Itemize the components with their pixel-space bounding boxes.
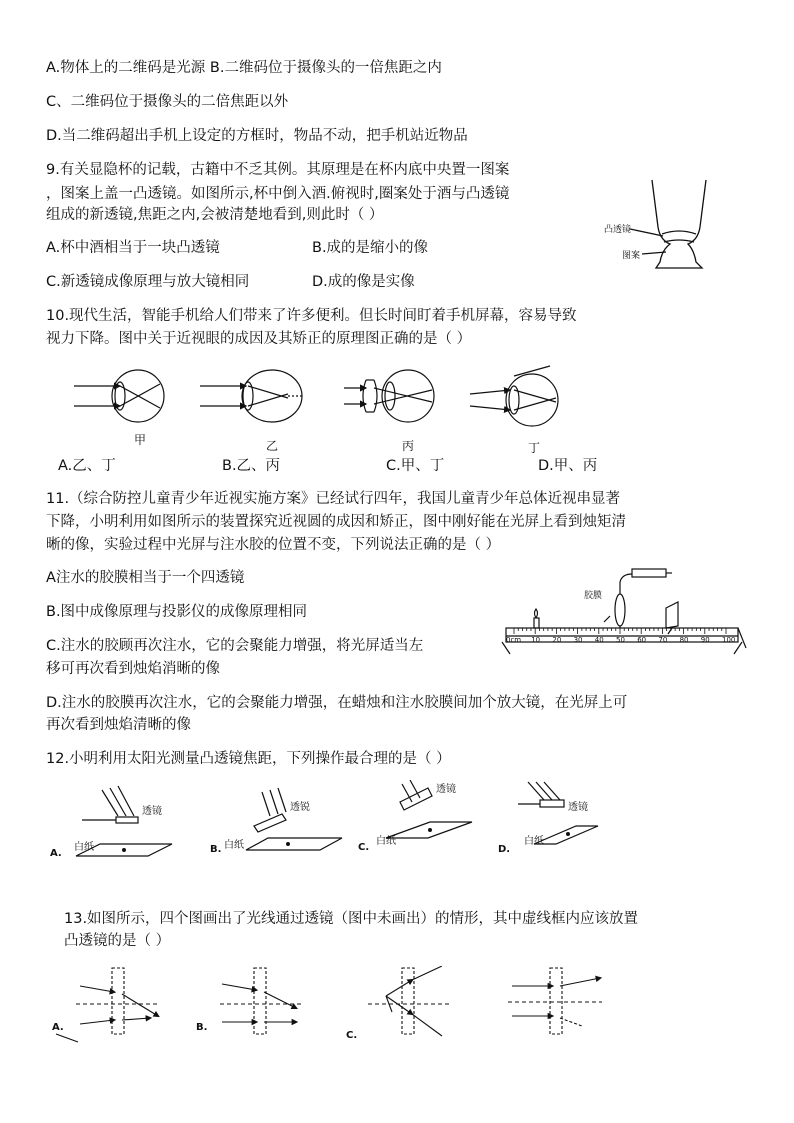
ruler-label: 100 [722,636,736,644]
q10-eye-diagrams [60,362,600,454]
q12-c-paper: 白纸 [376,836,396,847]
q11-optical-bench [500,566,755,662]
q9-option-d: D.成的像是实像 [312,274,415,290]
ruler-label: 70 [658,636,668,644]
q12-focal-figures [46,780,646,862]
q10-option-a: A.乙、丁 [58,458,116,474]
q11-option-a: A注水的胶膜相当于一个四透镜 [46,570,245,586]
q12-a-paper: 白纸 [74,842,94,853]
q8-option-c: C、二维码位于摄像头的二倍焦距以外 [46,94,289,110]
q12-fig-b [246,788,342,850]
q11-label-membrane: 胶膜 [584,591,603,601]
eye-jia [74,370,164,422]
eye-bing [344,370,434,422]
eye-label-bing: 丙 [402,439,415,453]
q13-fig-c [368,966,450,1036]
ruler-label: 60 [637,636,647,644]
eye-label-jia: 甲 [134,433,147,447]
q12-d-letter: D. [498,844,511,855]
q12-c-letter: C. [358,842,370,853]
q8-option-ab: A.物体上的二维码是光源 B.二维码位于摄像头的一倍焦距之内 [46,60,442,76]
q9-stem-line3: 组成的新透镜,焦距之内,会被清楚地看到,则此时（ ） [46,207,384,223]
q13-a-letter: A. [52,1022,64,1033]
q12-d-lens: 透镜 [568,802,588,813]
ruler-label: 80 [679,636,689,644]
q9-option-b: B.成的是缩小的像 [312,240,429,256]
q8-option-d: D.当二维码超出手机上设定的方框时，物品不动，把手机站近物品 [46,128,468,144]
q13-stem-line1: 13.如图所示，四个图画出了光线通过透镜（图中未画出）的情形，其中虚线框内应该放置 [64,911,639,927]
q12-b-letter: B. [210,844,222,855]
q11-option-d-line2: 再次看到烛焰清晰的像 [46,717,191,733]
q12-a-lens: 透镜 [142,806,162,817]
ruler-label: 0cm [506,636,522,644]
q9-cup-figure [600,172,730,277]
q12-fig-c [386,780,472,838]
q12-b-paper: 白纸 [224,840,244,851]
q9-stem-line2: ，图案上盖一凸透镜。如图所示,杯中倒入酒.俯视时,圈案处于酒与凸透镜 [46,186,510,202]
eye-label-yi: 乙 [266,439,279,453]
q11-option-c-line2: 移可再次看到烛焰消晰的像 [46,661,220,677]
q12-d-paper: 白纸 [524,836,544,847]
q12-b-lens: 透锐 [290,802,310,813]
q11-option-d-line1: D.注水的胶膜再次注水，它的会聚能力增强，在蜡烛和注水胶膜间加个放大镜，在光屏上可 [46,695,628,711]
ruler-label: 50 [616,636,625,644]
q11-stem-line3: 晰的像，实验过程中光屏与注水胶的位置不变，下列说法正确的是（ ） [46,537,501,553]
q13-b-letter: B. [196,1022,208,1033]
q12-stem: 12.小明利用太阳光测量凸透镜焦距，下列操作最合理的是（ ） [46,751,451,767]
q10-option-b: B.乙、丙 [222,458,281,474]
eye-ding [470,366,558,426]
ruler-label: 40 [594,636,604,644]
q13-ray-figures [50,966,610,1046]
q9-option-a: A.杯中酒相当于一块凸透镜 [46,240,220,256]
q13-c-letter: C. [346,1030,358,1041]
ruler-label: 90 [700,636,710,644]
q13-fig-b [220,968,302,1034]
eye-yi [200,370,302,422]
q12-a-letter: A. [50,848,62,859]
q13-stem-line2: 凸透镜的是（ ） [64,933,171,949]
q9-option-c: C.新透镜成像原理与放大镜相同 [46,274,250,290]
q12-c-lens: 透镜 [436,784,456,795]
q10-option-d: D.甲、丙 [538,458,598,474]
q10-option-c: C.甲、丁 [386,458,445,474]
q10-stem-line2: 视力下降。图中关于近视眼的成因及其矫正的原理图正确的是（ ） [46,331,472,347]
q9-label-lens: 凸透镜 [604,225,632,235]
ruler-label: 20 [552,636,562,644]
q9-stem-line1: 9.有关显隐杯的记载，古籍中不乏其例。其原理是在杯内底中央置一图案 [46,162,510,178]
q12-fig-d [518,782,598,844]
q11-stem-line1: 11.（综合防控儿童青少年近视实施方案》已经试行四年，我国儿童青少年总体近视串显著 [46,491,621,507]
q11-option-b: B.图中成像原理与投影仪的成像原理相同 [46,604,308,620]
q9-label-pattern: 图案 [622,251,641,261]
q13-fig-a [56,968,160,1042]
q13-fig-d [508,968,602,1034]
ruler-label: 10 [531,636,541,644]
eye-label-ding: 丁 [528,441,541,454]
q10-stem-line1: 10.现代生活，智能手机给人们带来了许多便利。但长时间盯着手机屏幕，容易导致 [46,308,577,324]
q11-stem-line2: 下降，小明利用如图所示的装置探究近视圆的成因和矫正，图中刚好能在光屏上看到烛矩清 [46,514,626,530]
q11-option-c-line1: C.注水的胶顾再次注水，它的会聚能力增强，将光屏适当左 [46,638,424,654]
ruler-label: 30 [573,636,583,644]
